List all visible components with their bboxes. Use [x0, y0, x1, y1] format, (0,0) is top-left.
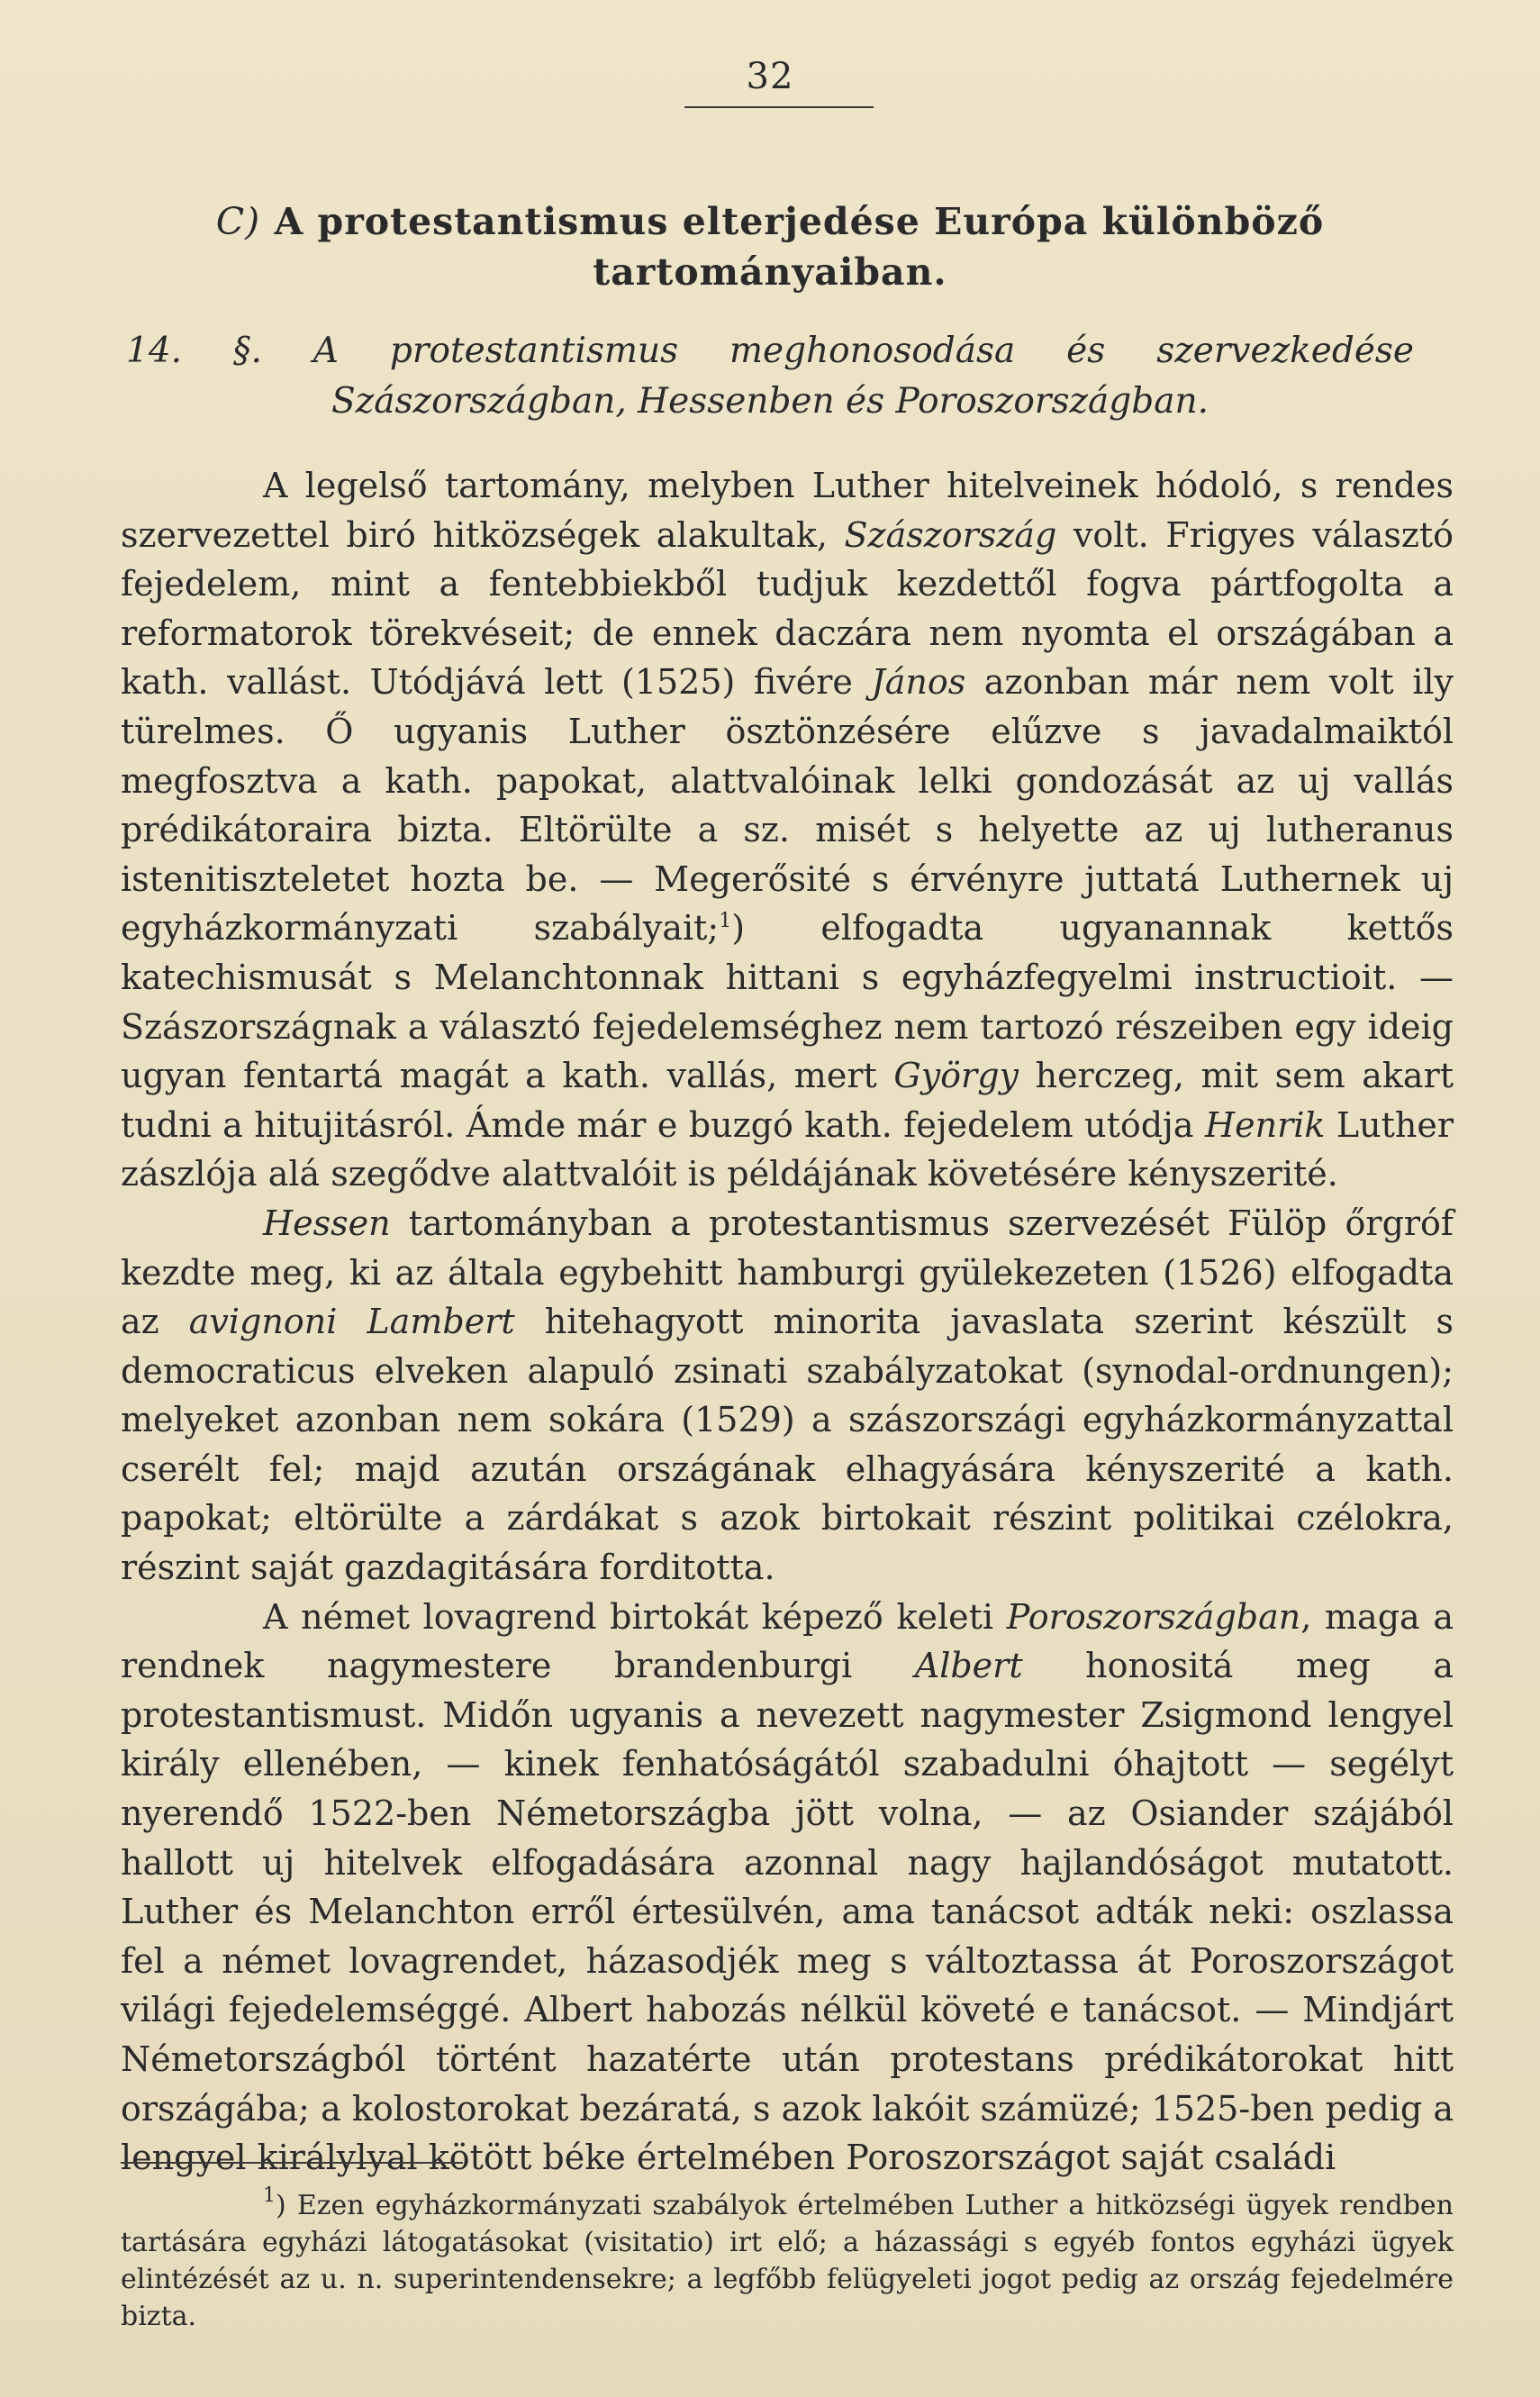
- footnote-text: ) Ezen egyházkormányzati szabályok értelmében Luther a hitközségi ügyek rendben tartására egyházi látogatásokat (visitatio) irt elő; a házassági s egyéb fontos egyházi ügyek elintézését az u. n. superintendensekre; a legfőbb felügyeleti jogot pedig az ország fejedelmére bizta.: [121, 2190, 1454, 2332]
- header-rule: [684, 106, 874, 108]
- text-run: A német lovagrend birtokát képező keleti: [263, 1596, 1007, 1637]
- text-run: tartományban a protestantismus szervezését Fülöp őrgróf kezdte meg, ki az általa egybehitt hamburgi gyülekezeten (1526) elfogadta az: [121, 1203, 1454, 1342]
- text-run: , maga a rendnek nagymestere brandenburgi: [121, 1596, 1454, 1686]
- paragraph-prussia: [121, 1593, 1454, 2183]
- text-run: hitehagyott minorita javaslata szerint készült s democraticus elveken alapuló zsinati szabályzatokat (synodal-ordnungen); melyeket azonban nem sokára (1529) a szászországi egyházkormányzattal cserélt fel; majd azután országának elhagyására kényszerité a kath. papokat; eltörülte a zárdákat s azok birtokait részint politikai czélokra, részint saját gazdagitására forditotta.: [121, 1302, 1454, 1588]
- italic-person-name: Henrik: [1204, 1104, 1326, 1145]
- italic-place-name: Hessen: [263, 1203, 391, 1243]
- footnote: [121, 2184, 1454, 2335]
- italic-person-name: György: [893, 1056, 1019, 1096]
- text-run: volt. Frigyes választó fejedelem, mint a fentebbiekből tudjuk kezdettől fogva pártfogolta a reformatorok törekvéseit; de ennek daczára nem nyomta el országában a kath. vallást. Utódjává lett (1525) fivére: [121, 514, 1454, 703]
- footnote-rule: [121, 2162, 463, 2164]
- text-run: Luther zászlója alá szegődve alattvalóit is példájának követésére kényszerité.: [121, 1104, 1454, 1194]
- italic-person-name: János: [871, 662, 966, 703]
- text-run: A legelső tartomány, melyben Luther hitelveinek hódoló, s rendes szervezettel biró hitközségek alakultak,: [121, 466, 1454, 555]
- text-run: azonban már nem volt ily türelmes. Ő ugyanis Luther ösztönzésére elűzve s javadalmaiktól megfosztva a kath. papokat, alattvalóinak lelki gondozását az uj vallás prédikátoraira bizta. Eltörülte a sz. misét s helyette az uj lutheranus istenitiszteletet hozta be. — Megerősité s érvényre juttatá Luthernek uj egyházkormányzati szabályait;: [121, 662, 1454, 949]
- paragraph-saxony: [121, 461, 1454, 1199]
- body-text: [121, 461, 1454, 2183]
- italic-person-name: avignoni Lambert: [188, 1302, 515, 1342]
- text-run: herczeg, mit sem akart tudni a hitujitásról. Ámde már e buzgó kath. fejedelem utódja: [121, 1056, 1454, 1145]
- page-number: 32: [746, 56, 794, 97]
- footnote-ref: 1: [719, 910, 732, 933]
- subsection-title: 14. §. A protestantismus meghonosodása és szervezkedése Szászországban, Hessenben és Poroszországban.: [126, 331, 1414, 422]
- text-run: ) elfogadta ugyanannak kettős katechismusát s Melanchtonnak hittani s egyházfegyelmi instructioit. — Szászországnak a választó fejedelemséghez nem tartozó részeiben egy ideig ugyan fentartá magát a kath. vallás, mert: [121, 908, 1454, 1096]
- italic-person-name: Albert: [914, 1646, 1023, 1686]
- section-letter: C): [215, 200, 261, 243]
- italic-place-name: Szászország: [844, 514, 1057, 555]
- text-run: honositá meg a protestantismust. Midőn ugyanis a nevezett nagymester Zsigmond lengyel király ellenében, — kinek fenhatóságától szabadulni óhajtott — segélyt nyerendő 1522-ben Németországba jött volna, — az Osiander szájából hallott uj hitelvek elfogadására azonnal nagy hajlandóságot mutatott. Luther és Melanchton erről értesülvén, ama tanácsot adták neki: oszlassa fel a német lovagrendet, házasodjék meg s változtassa át Poroszországot világi fejedelemséggé. Albert habozás nélkül követé e tanácsot. — Mindjárt Németországból történt hazatérte után protestans prédikátorokat hitt országába; a kolostorokat bezáratá, s azok lakóit számüzé; 1525-ben pedig a lengyel királylyal kötött béke értelmében Poroszországot saját családi: [121, 1646, 1454, 2178]
- italic-place-name: Poroszországban: [1006, 1596, 1301, 1637]
- section-title-text: A protestantismus elterjedése Európa különböző tartományaiban.: [274, 200, 1325, 294]
- paragraph-hessen: [121, 1199, 1454, 1593]
- footnote-marker: 1: [263, 2184, 276, 2207]
- section-title: [135, 196, 1405, 297]
